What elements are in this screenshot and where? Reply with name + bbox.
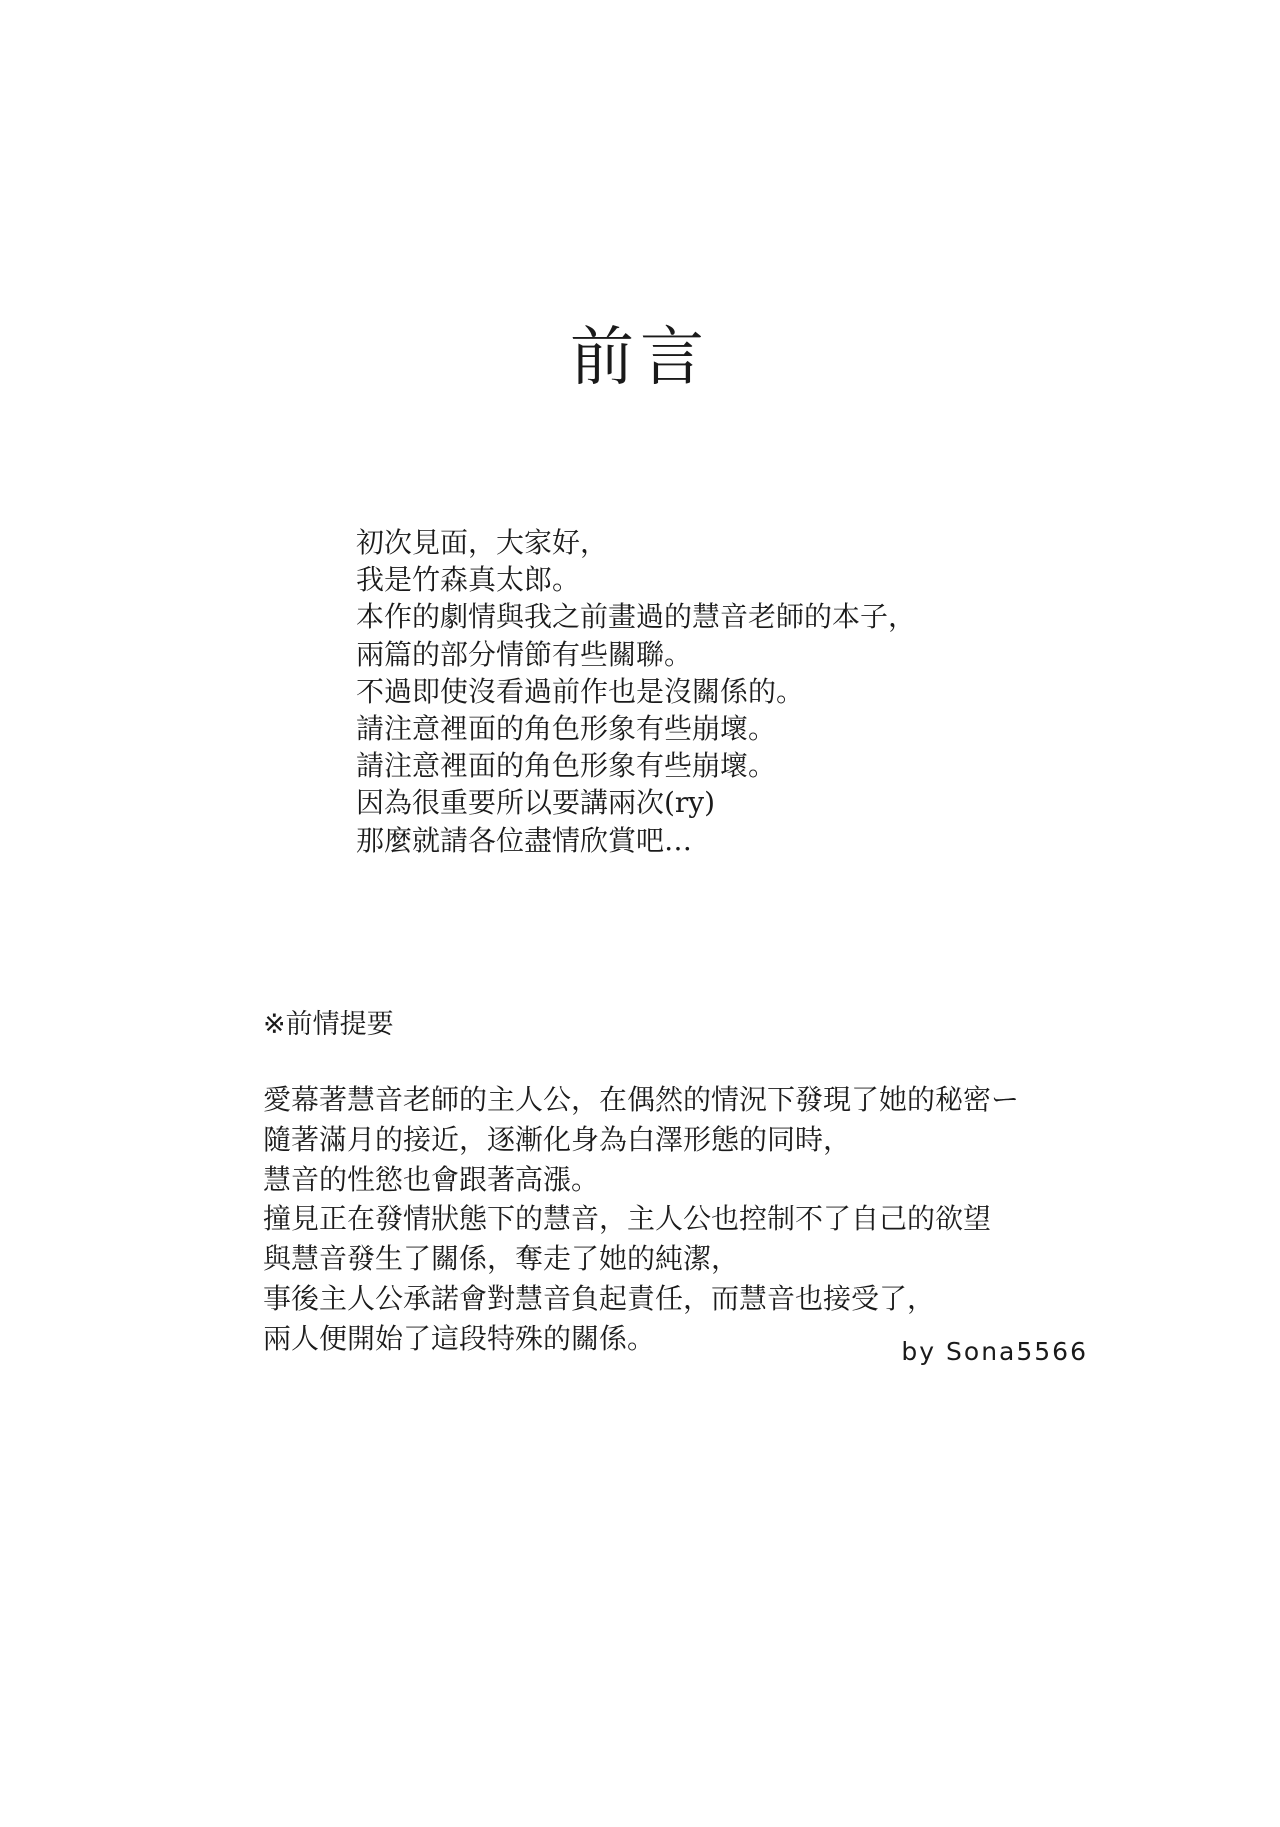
- summary-line: 愛幕著慧音老師的主人公，在偶然的情況下發現了她的秘密ー: [263, 1083, 1020, 1116]
- summary-heading: ※前情提要: [263, 1009, 394, 1040]
- preface-text: [356, 524, 1116, 859]
- summary-line: 兩人便開始了這段特殊的關係。: [263, 1321, 656, 1355]
- preface-line: 因為很重要所以要講兩次(ry): [356, 786, 716, 820]
- preface-line: 我是竹森真太郎。: [356, 563, 581, 597]
- preface-line: 初次見面，大家好，: [356, 526, 609, 559]
- preface-line: 本作的劇情與我之前畫過的慧音老師的本子，: [356, 600, 917, 634]
- preface-line: 兩篇的部分情節有些關聯。: [356, 637, 693, 671]
- preface-line: 請注意裡面的角色形象有些崩壞。: [356, 749, 777, 783]
- summary-line: 撞見正在發情狀態下的慧音，主人公也控制不了自己的欲望: [263, 1202, 992, 1236]
- preface-line: 不過即使沒看過前作也是沒關係的。: [356, 674, 805, 708]
- signature: by Sona5566: [901, 1337, 1088, 1366]
- summary-line: 事後主人公承諾會對慧音負起責任，而慧音也接受了，: [263, 1281, 936, 1315]
- page-title: 前言: [570, 321, 710, 395]
- summary-line: 慧音的性慾也會跟著高漲。: [263, 1162, 600, 1196]
- preface-line: 請注意裡面的角色形象有些崩壞。: [356, 711, 777, 745]
- preface-line: 那麼就請各位盡情欣賞吧…: [356, 823, 693, 857]
- summary-text: [263, 1080, 1123, 1359]
- summary-line: 與慧音發生了關係，奪走了她的純潔，: [263, 1242, 740, 1276]
- summary-line: 隨著滿月的接近，逐漸化身為白澤形態的同時，: [263, 1122, 852, 1156]
